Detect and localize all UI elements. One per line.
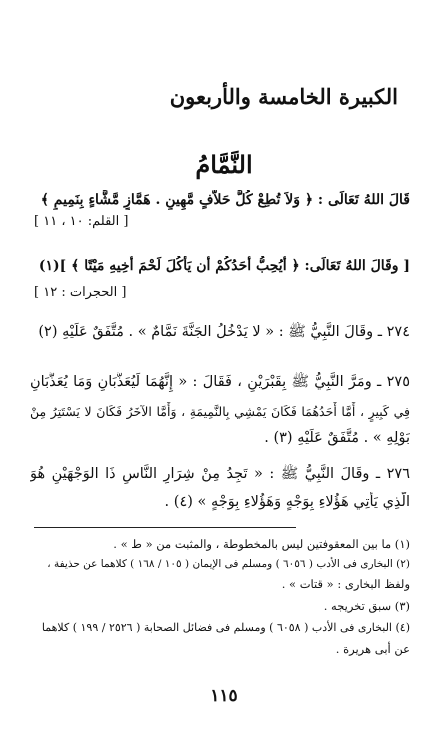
chapter-title: الكبيرة الخامسة والأربعون — [169, 84, 398, 109]
footnote-2: (٢) البخارى فى الأدب ( ٦٠٥٦ ) ومسلم فى الإيمان ( ١٠٥ / ١٦٨ ) كلاهما عن حذيفة ، — [47, 558, 410, 570]
footnote-divider — [34, 527, 296, 528]
hadith-274: ٢٧٤ ـ وقَالَ النَّبِيُّ ﷺ : « لا يَدْخُلُ الجَنَّةَ نَمَّامٌ » . مُتَّفَقٌ عَلَيْهِ (٢) — [38, 324, 410, 340]
hadith-276-line-1: ٢٧٦ ـ وقَالَ النَّبِيُّ ﷺ : « تَجِدُ مِنْ شِرَارِ النَّاسِ ذَا الوَجْهَيْنِ هُوَ — [30, 466, 410, 482]
footnote-3: (٣) سبق تخريجه . — [323, 599, 410, 613]
hadith-275-line-3: بَوْلِهِ » . مُتَّفَقٌ عَلَيْهِ (٣) . — [264, 430, 410, 446]
footnote-4: (٤) البخارى فى الأدب ( ٦٠٥٨ ) ومسلم فى فضائل الصحابة ( ٢٥٢٦ / ١٩٩ ) كلاهما — [41, 621, 410, 634]
quran-verse-2: [ وقَالَ اللهُ تَعَالَى: ﴿ أَيُحِبُّ أَحَدُكُمْ أَن يَأْكُلَ لَحْمَ أَخِيهِ مَيْتًا ﴾ ](١) — [38, 258, 410, 274]
hadith-276-line-2: الَّذِي يَأْتِي هَؤُلاءِ بِوَجْهٍ وَهَؤُلاءِ بِوَجْهٍ » (٤) . — [164, 494, 410, 510]
quran-reference-2: [ الحجرات : ١٢ ] — [34, 285, 127, 300]
quran-reference-1: [ القلم: ١٠ ، ١١ ] — [34, 214, 129, 229]
page-number: ١١٥ — [210, 686, 238, 706]
hadith-275-line-1: ٢٧٥ ـ ومَرَّ النَّبِيُّ ﷺ بِقَبْرَيْنِ ، فَقَالَ : « إِنَّهُمَا لَيُعَذَّبَانِ وَمَا يُعَذَّبَانِ — [30, 374, 410, 390]
footnote-2-continued: ولفظ البخارى : « قتات » . — [281, 577, 410, 591]
footnote-1: (١) ما بين المعقوفتين ليس بالمخطوطة ، والمثبت من « ط » . — [113, 537, 410, 551]
hadith-275-line-2: فِي كَبِيرٍ ، أَمَّا أَحَدُهُمَا فَكَانَ يَمْشِي بِالنَّمِيمَةِ ، وَأَمَّا الآخَرُ فَكَانَ لا يَسْتَتِرُ مِنْ — [30, 404, 410, 419]
section-title: النَّمَّامُ — [195, 150, 253, 179]
footnote-4-continued: عن أبى هريرة . — [335, 642, 410, 656]
quran-verse-1: قَالَ اللهُ تَعَالَى : ﴿ وَلاَ تُطِعْ كُلَّ حَلاَّفٍ مَّهِينٍ . هَمَّازٍ مَّشَّاءٍ بِنَمِيمٍ ﴾ — [40, 192, 410, 208]
